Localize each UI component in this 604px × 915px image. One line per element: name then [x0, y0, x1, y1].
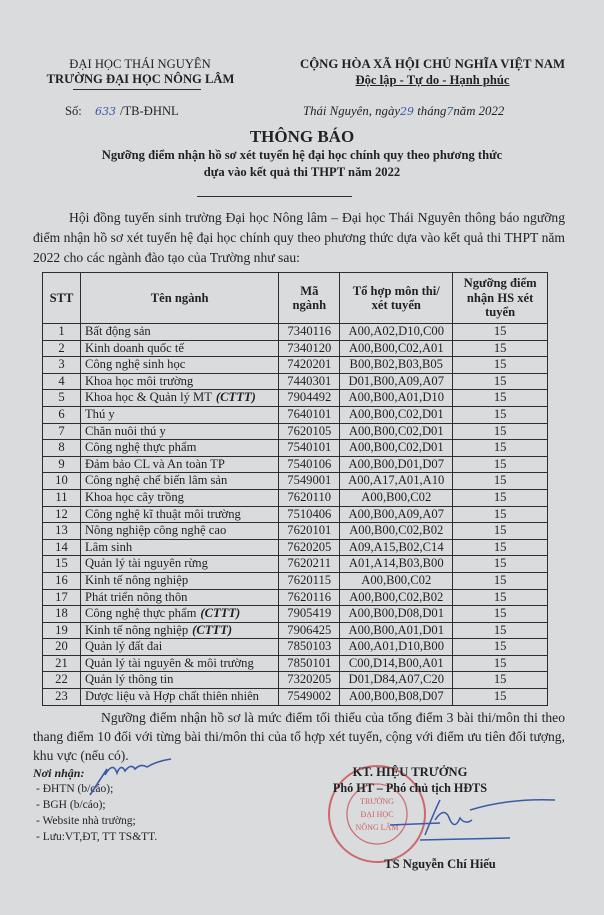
row-code-text: 7320205 [287, 672, 332, 687]
program-tag: (CTTT) [200, 606, 241, 621]
row-stt-text: 16 [55, 572, 68, 587]
row-score-text: 15 [493, 373, 507, 388]
row-name [80, 523, 278, 540]
row-code [279, 440, 340, 457]
row-combo [340, 357, 453, 374]
row-name [80, 489, 278, 506]
row-score-text: 15 [493, 606, 507, 621]
row-score [453, 357, 548, 374]
row-score [453, 689, 548, 706]
row-name-text: Kinh tế nông nghiệp [84, 572, 189, 587]
row-combo-text: A00,B00,C02,D01 [348, 423, 444, 438]
row-stt-text: 12 [55, 506, 68, 521]
row-code [279, 606, 340, 623]
row-combo-text: D01,D84,A07,C20 [348, 672, 445, 687]
row-combo-text: A00,B00,D01,D07 [348, 456, 445, 471]
row-name-text: Quản lý đất đai [84, 639, 163, 654]
svg-text:NÔNG LÂM: NÔNG LÂM [355, 823, 399, 832]
row-combo [340, 539, 453, 556]
row-combo [340, 489, 453, 506]
table-row [43, 672, 548, 689]
row-code [279, 406, 340, 423]
row-combo-text: D01,B00,A09,A07 [348, 373, 445, 388]
row-score [453, 373, 548, 390]
row-score-text: 15 [493, 556, 507, 571]
recipient-item: - ĐHTN (b/cáo); [36, 783, 114, 795]
row-name-text: Khoa học môi trường [84, 373, 194, 388]
row-stt-text: 20 [55, 639, 68, 654]
row-score [453, 423, 548, 440]
row-score-text: 15 [493, 589, 507, 604]
row-name-text: Công nghệ thực phẩm [84, 440, 197, 455]
program-tag: (CTTT) [192, 622, 233, 637]
signer-name: TS Nguyễn Chí Hiếu [384, 857, 496, 871]
row-combo-text: A00,B00,D08,D01 [348, 606, 445, 621]
row-score [453, 523, 548, 540]
row-score-text: 15 [493, 572, 507, 587]
row-code [279, 473, 340, 490]
row-code [279, 506, 340, 523]
row-stt-text: 5 [58, 390, 65, 405]
row-code [279, 689, 340, 706]
handwritten-month: 7 [446, 105, 454, 118]
table-row [43, 606, 548, 623]
row-score [453, 390, 548, 407]
table-row [43, 340, 548, 357]
recipient-item: - BGH (b/cáo); [36, 799, 106, 811]
document-subtitle-1: Ngưỡng điểm nhận hồ sơ xét tuyển hệ đại học chính quy theo phương thức [101, 148, 503, 162]
row-stt [43, 373, 81, 390]
signer-position: Phó HT – Phó chủ tịch HĐTS [332, 781, 488, 795]
row-stt-text: 9 [58, 456, 65, 471]
row-code-text: 7620105 [287, 423, 332, 438]
row-combo [340, 672, 453, 689]
row-score-text: 15 [493, 340, 507, 355]
row-stt [43, 489, 81, 506]
national-title: CỘNG HÒA XÃ HỘI CHỦ NGHĨA VIỆT NAM [299, 57, 566, 71]
row-score [453, 324, 548, 341]
table-row [43, 324, 548, 341]
divider [73, 89, 201, 90]
row-combo [340, 572, 453, 589]
issuer-name: TRƯỜNG ĐẠI HỌC NÔNG LÂM [46, 72, 235, 86]
handwritten-day: 29 [400, 105, 415, 118]
row-combo-text: A00,B00,C02 [361, 572, 432, 587]
row-name-text: Kinh doanh quốc tế [84, 340, 184, 355]
row-score-text: 15 [493, 655, 507, 670]
row-code-text: 7904492 [287, 390, 332, 405]
row-name-text: Phát triển nông thôn [84, 589, 188, 604]
row-code-text: 7620211 [287, 556, 332, 571]
row-combo-text: A00,B00,C02,D01 [348, 406, 444, 421]
row-code-text: 7549001 [287, 473, 332, 488]
row-name [80, 456, 278, 473]
row-combo [340, 423, 453, 440]
row-combo [340, 606, 453, 623]
row-score-text: 15 [493, 639, 507, 654]
row-stt [43, 655, 81, 672]
document-title: THÔNG BÁO [249, 127, 355, 146]
row-score [453, 473, 548, 490]
row-score [453, 672, 548, 689]
signer-title: KT. HIỆU TRƯỞNG [352, 765, 468, 779]
initials-signature [85, 755, 175, 800]
row-combo-text: A00,B00,C02,B02 [349, 589, 444, 604]
row-name [80, 324, 278, 341]
row-stt-text: 13 [55, 523, 68, 538]
row-score [453, 440, 548, 457]
row-score [453, 572, 548, 589]
row-combo [340, 639, 453, 656]
row-stt [43, 606, 81, 623]
table-row [43, 406, 548, 423]
row-combo [340, 689, 453, 706]
row-name [80, 539, 278, 556]
row-combo-text: A01,A14,B03,B00 [348, 556, 444, 571]
row-score [453, 506, 548, 523]
note-paragraph: Ngưỡng điểm nhận hồ sơ là mức điểm tối thiểu của tổng điểm 3 bài thi/môn thi theo thang điểm 10 đối với từng bài thi/môn thi của tổ hợp xét tuyển, cộng với điểm ưu tiên đối tượng, khu vực (nếu có). [33, 710, 565, 763]
row-stt [43, 440, 81, 457]
row-combo [340, 324, 453, 341]
row-name [80, 357, 278, 374]
row-code-text: 7620205 [287, 539, 332, 554]
row-score [453, 655, 548, 672]
row-score-text: 15 [493, 440, 507, 455]
row-combo-text: A00,B00,C02 [361, 489, 432, 504]
row-code-text: 7549002 [287, 689, 332, 704]
row-stt [43, 672, 81, 689]
row-stt [43, 539, 81, 556]
row-combo-text: A00,B00,C02,D01 [348, 440, 444, 455]
row-score [453, 622, 548, 639]
row-score [453, 589, 548, 606]
table-row [43, 506, 548, 523]
row-score-text: 15 [493, 406, 507, 421]
row-name [80, 589, 278, 606]
row-score-text: 15 [493, 357, 507, 372]
row-code-text: 7640101 [287, 406, 332, 421]
row-code-text: 7340120 [287, 340, 332, 355]
table-row [43, 456, 548, 473]
row-stt [43, 689, 81, 706]
row-code-text: 7850103 [287, 639, 332, 654]
row-stt-text: 6 [58, 406, 65, 421]
table-row [43, 622, 548, 639]
row-code [279, 639, 340, 656]
row-code-text: 7440301 [287, 373, 332, 388]
svg-text:ĐẠI HỌC: ĐẠI HỌC [360, 810, 394, 819]
row-name [80, 506, 278, 523]
row-code-text: 7850101 [287, 655, 332, 670]
row-name [80, 672, 278, 689]
row-code [279, 489, 340, 506]
row-name-text: Quản lý tài nguyên rừng [84, 556, 208, 571]
row-score-text: 15 [493, 489, 507, 504]
row-name [80, 572, 278, 589]
row-name-text: Nông nghiệp công nghệ cao [84, 523, 227, 538]
row-name-text: Công nghệ kĩ thuật môi trường [84, 506, 241, 521]
row-stt-text: 4 [58, 373, 65, 388]
row-score-text: 15 [493, 506, 507, 521]
row-code [279, 373, 340, 390]
table-row [43, 423, 548, 440]
row-score [453, 539, 548, 556]
row-name [80, 655, 278, 672]
table-row [43, 689, 548, 706]
table-row [43, 572, 548, 589]
row-code-text: 7620110 [287, 489, 332, 504]
row-combo [340, 373, 453, 390]
document-date: Thái Nguyên, ngày29 tháng7năm 2022 [303, 104, 505, 118]
row-stt [43, 390, 81, 407]
row-code [279, 523, 340, 540]
recipient-item: - Lưu:VT,ĐT, TT TS&TT. [36, 831, 158, 843]
row-name [80, 340, 278, 357]
row-score-text: 15 [493, 456, 507, 471]
row-name [80, 473, 278, 490]
row-stt [43, 506, 81, 523]
divider [197, 196, 352, 197]
row-code [279, 423, 340, 440]
row-stt [43, 406, 81, 423]
row-code [279, 357, 340, 374]
row-stt-text: 21 [55, 655, 68, 670]
row-combo [340, 440, 453, 457]
row-combo-text: A00,A17,A01,A10 [348, 473, 445, 488]
row-stt [43, 473, 81, 490]
header-score: Ngưỡng điểm nhận HS xét tuyển [453, 273, 548, 324]
row-combo [340, 340, 453, 357]
row-code-text: 7620101 [287, 523, 332, 538]
program-tag: (CTTT) [215, 390, 256, 405]
row-stt-text: 8 [58, 440, 65, 455]
table-row [43, 556, 548, 573]
row-combo [340, 506, 453, 523]
row-stt [43, 423, 81, 440]
header-name: Tên ngành [80, 273, 278, 324]
row-combo [340, 556, 453, 573]
row-score [453, 556, 548, 573]
row-name-text: Công nghệ thực phẩm [84, 606, 197, 621]
header-combo: Tổ hợp môn thi/ xét tuyển [340, 273, 453, 324]
row-combo [340, 589, 453, 606]
row-combo [340, 473, 453, 490]
row-name [80, 689, 278, 706]
table-row [43, 373, 548, 390]
row-name-text: Thú y [84, 406, 115, 421]
row-code [279, 622, 340, 639]
row-code-text: 7620115 [287, 572, 332, 587]
table-row [43, 489, 548, 506]
row-stt-text: 2 [58, 340, 65, 355]
row-code-text: 7540101 [287, 440, 332, 455]
row-score [453, 489, 548, 506]
row-combo [340, 523, 453, 540]
row-score [453, 340, 548, 357]
row-stt [43, 556, 81, 573]
row-score [453, 406, 548, 423]
row-code [279, 572, 340, 589]
row-code-text: 7905419 [287, 606, 332, 621]
row-code [279, 672, 340, 689]
row-code-text: 7420201 [287, 357, 332, 372]
row-name [80, 622, 278, 639]
admission-table [42, 272, 548, 706]
row-score-text: 15 [493, 523, 507, 538]
row-stt [43, 324, 81, 341]
table-row [43, 473, 548, 490]
table-row [43, 539, 548, 556]
table-row [43, 589, 548, 606]
row-stt-text: 14 [55, 539, 68, 554]
row-combo-text: A09,A15,B02,C14 [348, 539, 444, 554]
row-name-text: Bất động sản [84, 324, 151, 338]
row-stt-text: 22 [55, 672, 68, 687]
row-code [279, 589, 340, 606]
row-name [80, 440, 278, 457]
row-stt [43, 639, 81, 656]
row-score-text: 15 [493, 689, 507, 704]
row-combo [340, 622, 453, 639]
row-stt-text: 23 [55, 689, 68, 704]
row-score [453, 639, 548, 656]
row-stt-text: 7 [58, 423, 65, 438]
row-name-text: Quản lý thông tin [84, 672, 174, 687]
row-combo-text: B00,B02,B03,B05 [349, 357, 443, 372]
row-name [80, 390, 278, 407]
intro-paragraph: Hội đồng tuyển sinh trường Đại học Nông lâm – Đại học Thái Nguyên thông báo ngưỡng điểm nhận hồ sơ xét tuyển hệ đại học chính quy theo phương thức dựa vào kết quả thi THPT năm 2022 cho các ngành đào tạo của Trường như sau: [33, 210, 565, 265]
row-code [279, 556, 340, 573]
header-code: Mã ngành [279, 273, 340, 324]
row-code [279, 539, 340, 556]
row-combo [340, 655, 453, 672]
row-score-text: 15 [493, 622, 507, 637]
row-combo-text: C00,D14,B00,A01 [348, 655, 444, 670]
row-name-text: Lâm sinh [84, 539, 133, 554]
row-combo-text: A00,B00,B08,D07 [348, 689, 444, 704]
row-code [279, 655, 340, 672]
row-name [80, 373, 278, 390]
row-name [80, 423, 278, 440]
row-score-text: 15 [493, 390, 507, 405]
issuer-parent: ĐẠI HỌC THÁI NGUYÊN [69, 57, 211, 71]
table-row [43, 357, 548, 374]
row-stt-text: 15 [55, 556, 68, 571]
row-score [453, 456, 548, 473]
table-row [43, 440, 548, 457]
row-stt [43, 589, 81, 606]
row-stt [43, 357, 81, 374]
row-combo-text: A00,A01,D10,B00 [348, 639, 445, 654]
row-stt [43, 340, 81, 357]
row-stt [43, 622, 81, 639]
recipients-label: Nơi nhận: [33, 766, 85, 780]
row-name-text: Khoa học & Quản lý MT [84, 390, 212, 405]
national-motto: Độc lập - Tự do - Hạnh phúc [355, 73, 510, 87]
row-code [279, 390, 340, 407]
row-stt-text: 18 [55, 606, 68, 621]
row-score-text: 15 [493, 473, 507, 488]
row-name-text: Công nghệ chế biến lâm sản [84, 473, 228, 488]
row-code-text: 7620116 [287, 589, 332, 604]
table-row [43, 390, 548, 407]
row-combo-text: A00,A02,D10,C00 [348, 324, 445, 338]
row-code [279, 324, 340, 341]
row-stt [43, 523, 81, 540]
row-combo-text: A00,B00,A01,D10 [348, 390, 445, 405]
row-score-text: 15 [493, 539, 507, 554]
row-name-text: Kinh tế nông nghiệp [84, 622, 189, 637]
row-score-text: 15 [493, 324, 507, 338]
handwritten-signature [380, 790, 560, 850]
header-stt: STT [43, 273, 81, 324]
row-code-text: 7340116 [287, 324, 332, 338]
row-combo [340, 390, 453, 407]
row-stt-text: 19 [55, 622, 68, 637]
row-name-text: Khoa học cây trồng [84, 489, 184, 504]
table-row [43, 655, 548, 672]
row-stt-text: 3 [58, 357, 65, 372]
row-code-text: 7540106 [287, 456, 332, 471]
row-combo-text: A00,B00,A01,D01 [348, 622, 445, 637]
handwritten-number: 633 [94, 105, 116, 118]
row-stt [43, 572, 81, 589]
row-score-text: 15 [493, 672, 507, 687]
row-name-text: Quản lý tài nguyên & môi trường [84, 655, 254, 670]
row-stt [43, 456, 81, 473]
row-stt-text: 1 [58, 324, 65, 338]
row-name [80, 556, 278, 573]
row-name-text: Chăn nuôi thú y [84, 423, 166, 438]
row-name-text: Dược liệu và Hợp chất thiên nhiên [84, 689, 259, 704]
row-score [453, 606, 548, 623]
row-name-text: Công nghệ sinh học [84, 357, 186, 372]
row-stt-text: 11 [55, 489, 68, 504]
row-combo [340, 456, 453, 473]
document-number: Số: 633 /TB-ĐHNL [65, 104, 179, 118]
row-stt-text: 10 [55, 473, 68, 488]
row-combo-text: A00,B00,C02,B02 [349, 523, 444, 538]
svg-text:TRƯỜNG: TRƯỜNG [360, 797, 394, 806]
table-row [43, 639, 548, 656]
document-subtitle-2: dựa vào kết quả thi THPT năm 2022 [203, 165, 401, 179]
row-combo [340, 406, 453, 423]
row-score-text: 15 [493, 423, 507, 438]
table-header-row [43, 273, 548, 324]
row-name [80, 406, 278, 423]
table-row [43, 523, 548, 540]
row-combo-text: A00,B00,C02,A01 [348, 340, 444, 355]
row-code [279, 456, 340, 473]
row-stt-text: 17 [55, 589, 68, 604]
row-code-text: 7906425 [287, 622, 332, 637]
recipient-item: - Website nhà trường; [36, 815, 136, 827]
row-code [279, 340, 340, 357]
row-name [80, 639, 278, 656]
row-name [80, 606, 278, 623]
row-combo-text: A00,B00,A09,A07 [348, 506, 445, 521]
row-code-text: 7510406 [287, 506, 332, 521]
row-name-text: Đảm bảo CL và An toàn TP [84, 456, 225, 471]
